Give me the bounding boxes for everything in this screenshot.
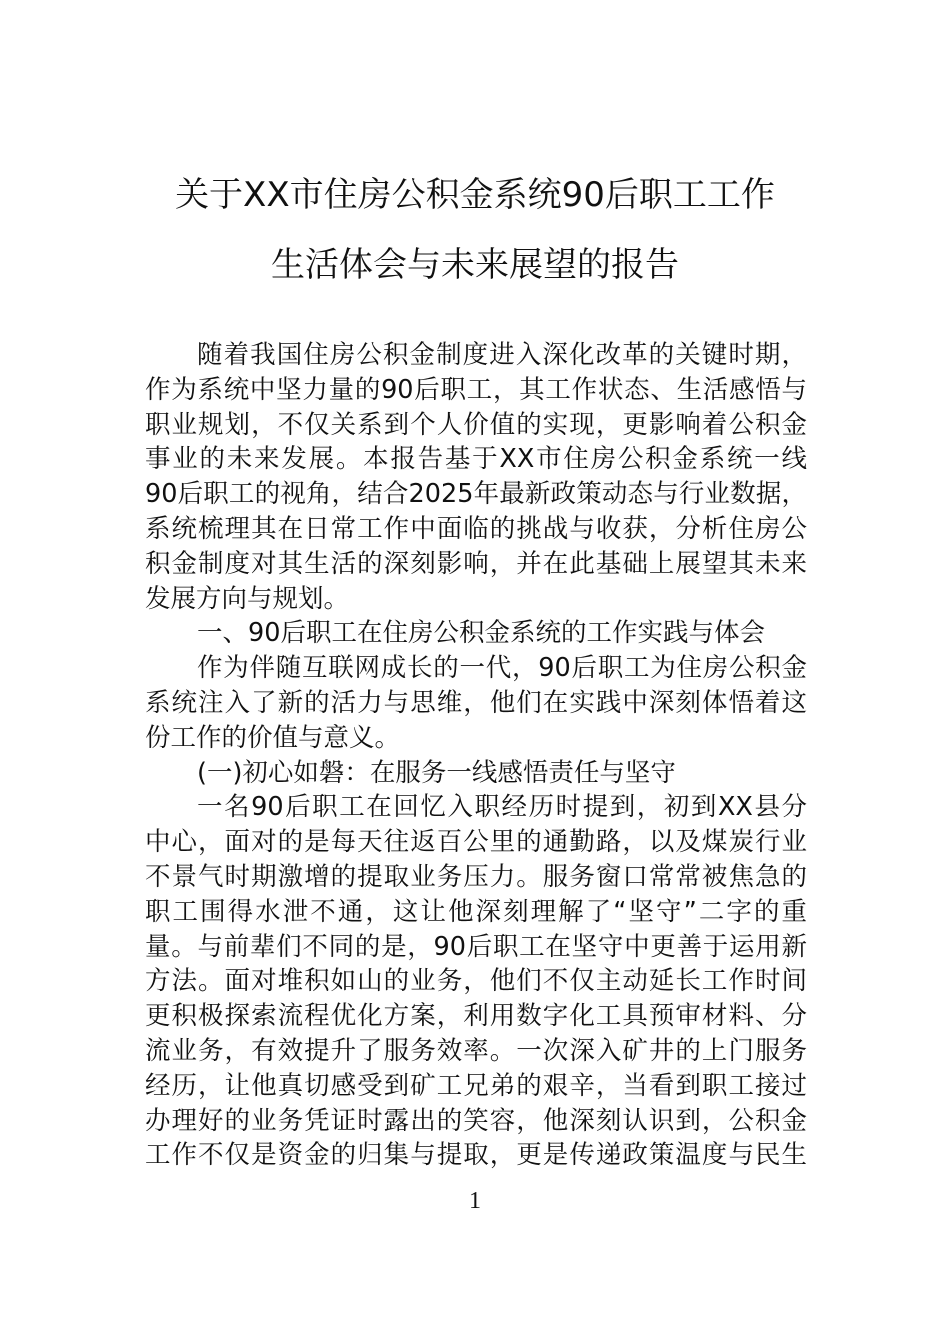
paragraph-line: 职业规划，不仅关系到个人价值的实现，更影响着公积金	[145, 409, 807, 440]
paragraph-line: (一)初心如磐：在服务一线感悟责任与坚守	[197, 757, 676, 788]
paragraph-line: 职工围得水泄不通，这让他深刻理解了“坚守”二字的重	[145, 896, 807, 927]
paragraph	[145, 616, 807, 651]
paragraph	[145, 790, 807, 1173]
paragraph	[145, 756, 807, 791]
paragraph-line: 积金制度对其生活的深刻影响，并在此基础上展望其未来	[145, 548, 807, 579]
paragraph-line: 不景气时期激增的提取业务压力。服务窗口常常被焦急的	[145, 861, 807, 892]
paragraph-line: 流业务，有效提升了服务效率。一次深入矿井的上门服务	[145, 1035, 807, 1066]
paragraph-line: 90后职工的视角，结合2025年最新政策动态与行业数据，	[145, 479, 807, 510]
page-number: 1	[469, 1188, 481, 1214]
paragraph	[145, 338, 807, 616]
paragraph-line: 更积极探索流程优化方案，利用数字化工具预审材料、分	[145, 1001, 807, 1032]
paragraph-line: 发展方向与规划。	[145, 583, 350, 614]
paragraph-line: 作为系统中坚力量的90后职工，其工作状态、生活感悟与	[145, 374, 807, 405]
paragraph-line: 一、90后职工在住房公积金系统的工作实践与体会	[197, 618, 765, 649]
paragraph-line: 中心，面对的是每天往返百公里的通勤路，以及煤炭行业	[145, 827, 807, 858]
paragraph-line: 份工作的价值与意义。	[145, 722, 401, 753]
paragraph-line: 系统注入了新的活力与思维，他们在实践中深刻体悟着这	[145, 687, 807, 718]
paragraph-line: 工作不仅是资金的归集与提取，更是传递政策温度与民生	[145, 1140, 807, 1171]
paragraph-line: 办理好的业务凭证时露出的笑容，他深刻认识到，公积金	[145, 1105, 807, 1136]
paragraph	[145, 651, 807, 755]
paragraph-line: 量。与前辈们不同的是，90后职工在坚守中更善于运用新	[145, 931, 807, 962]
paragraph-line: 经历，让他真切感受到矿工兄弟的艰辛，当看到职工接过	[145, 1070, 807, 1101]
document-body	[145, 338, 807, 1173]
paragraph-line: 一名90后职工在回忆入职经历时提到，初到XX县分	[197, 792, 807, 823]
paragraph-line: 系统梳理其在日常工作中面临的挑战与收获，分析住房公	[145, 513, 807, 544]
paragraph-line: 事业的未来发展。本报告基于XX市住房公积金系统一线	[145, 444, 807, 475]
paragraph-line: 随着我国住房公积金制度进入深化改革的关键时期，	[197, 340, 807, 370]
paragraph-line: 方法。面对堆积如山的业务，他们不仅主动延长工作时间	[145, 966, 807, 997]
document-title-line-1: 关于XX市住房公积金系统90后职工工作	[175, 175, 775, 215]
document-title-line-2: 生活体会与未来展望的报告	[271, 245, 679, 285]
paragraph-line: 作为伴随互联网成长的一代，90后职工为住房公积金	[197, 653, 807, 684]
